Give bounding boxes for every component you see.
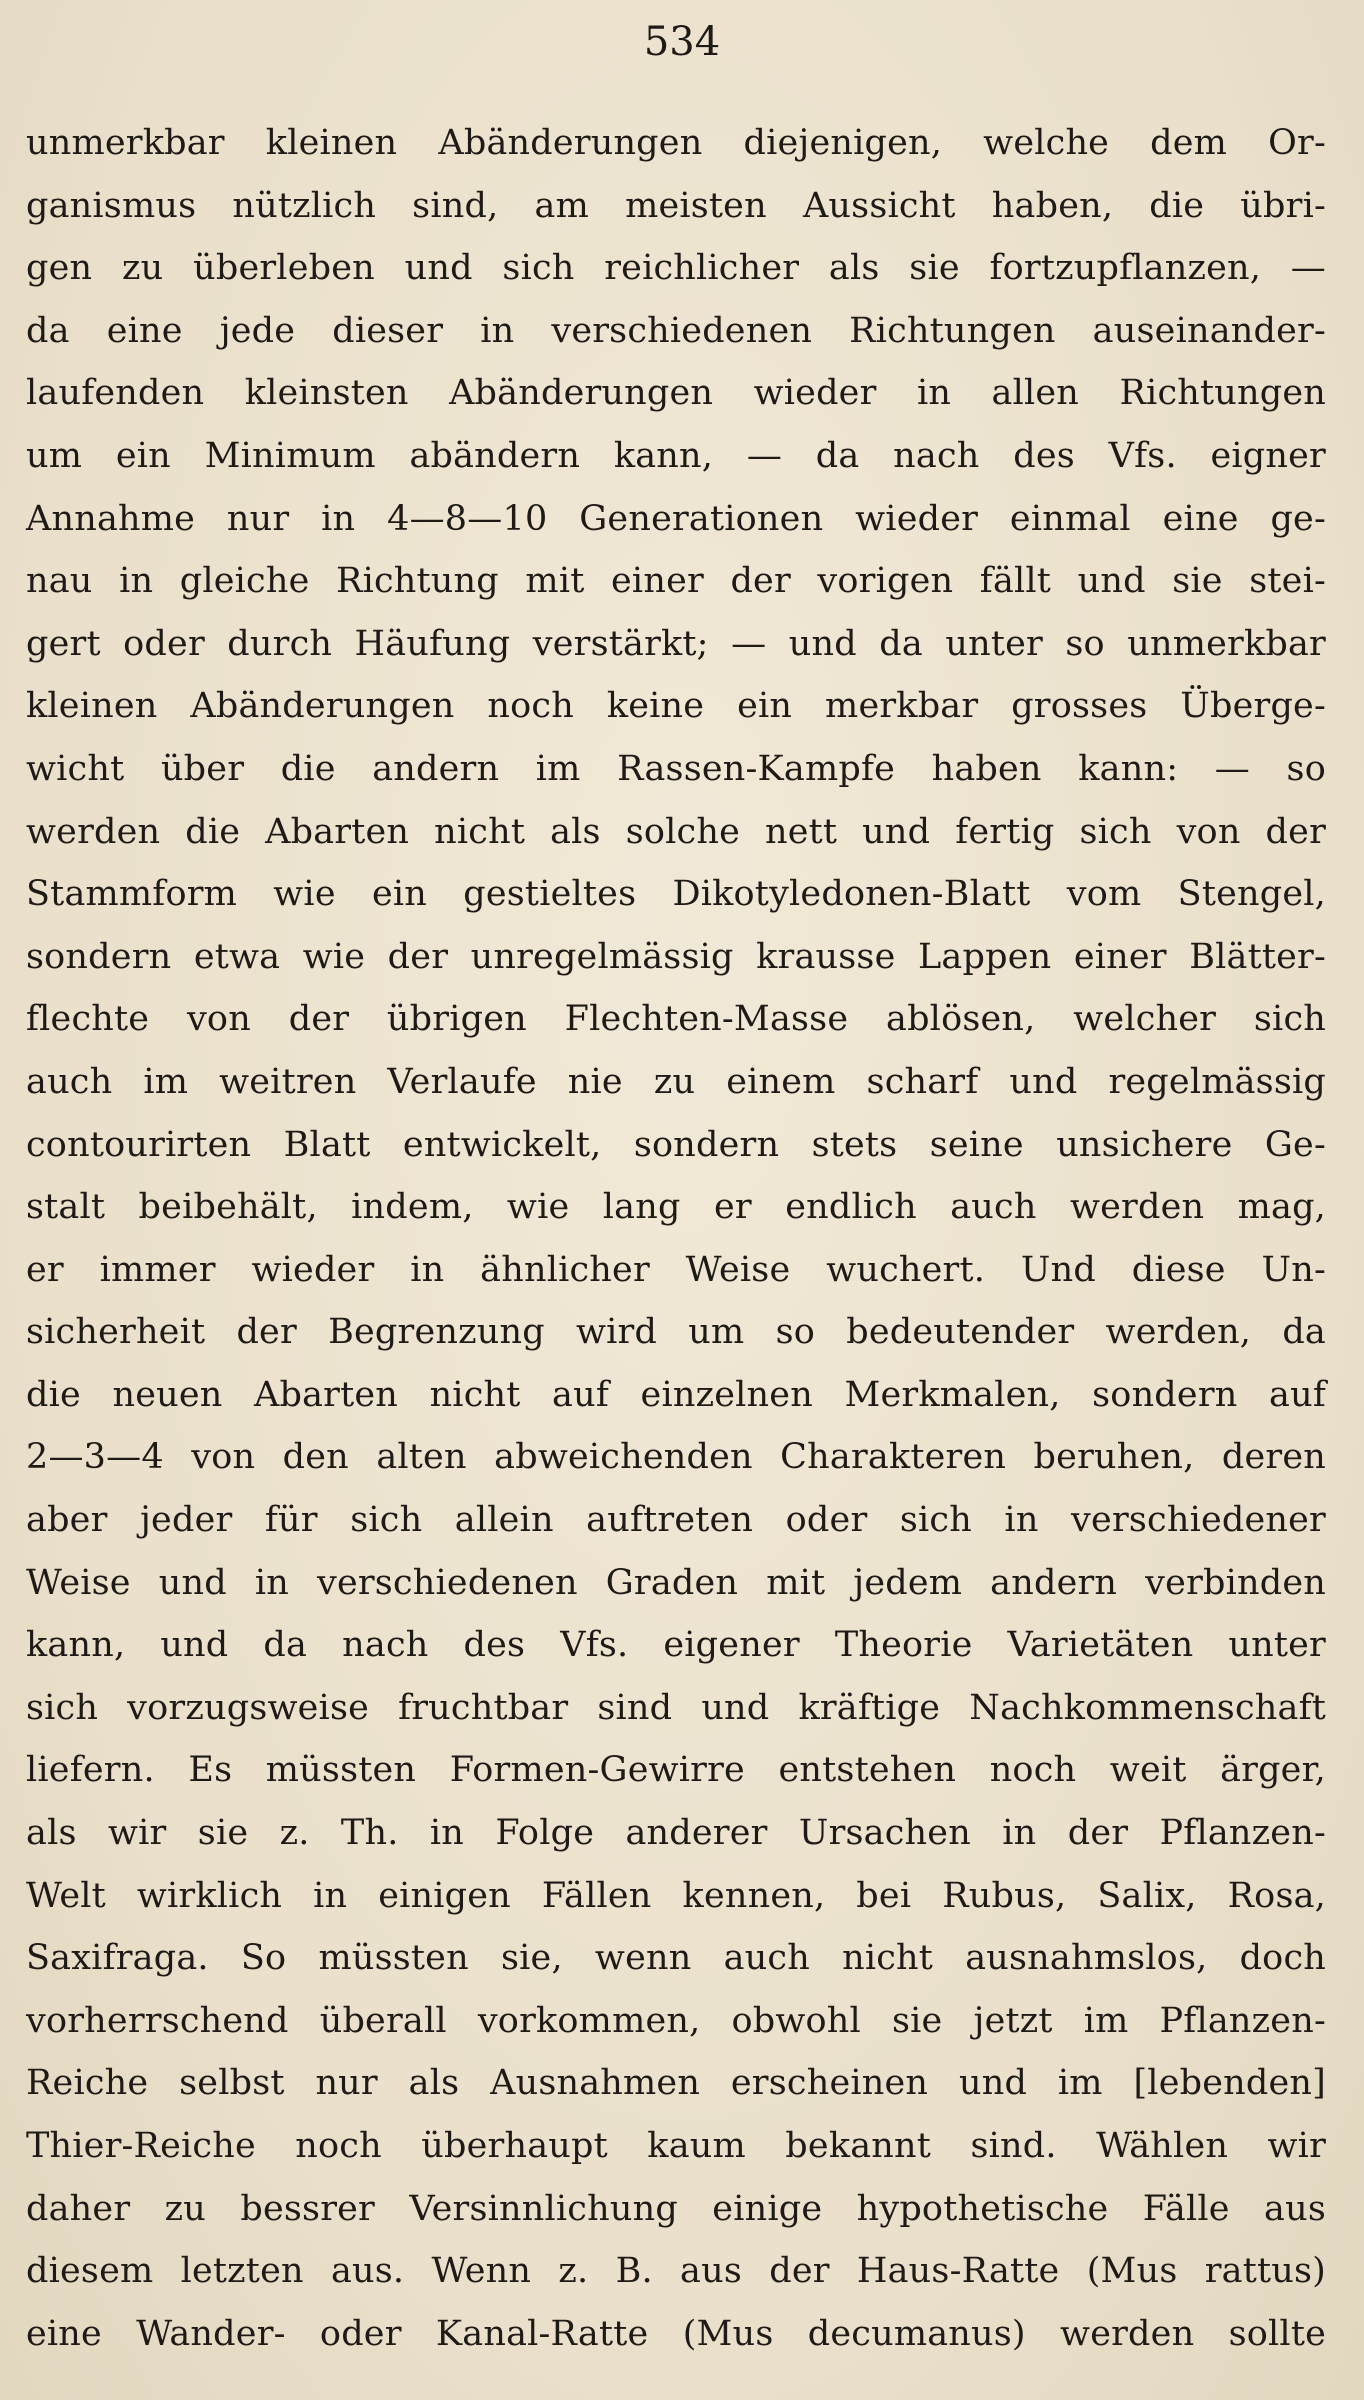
text-line-31: vorherrschend überall vorkommen, obwohl sie jetzt im Pflanzen-	[26, 2000, 1326, 2041]
text-line-18: stalt beibehält, indem, wie lang er endlich auch werden mag,	[26, 1187, 1326, 1228]
text-line-8: nau in gleiche Richtung mit einer der vorigen fällt und sie stei-	[26, 561, 1326, 602]
text-line-15: flechte von der übrigen Flechten-Masse ablösen, welcher sich	[26, 999, 1326, 1040]
text-line-5: laufenden kleinsten Abänderungen wieder in allen Richtungen	[26, 373, 1326, 414]
body-text	[26, 112, 1326, 2365]
text-line-14: sondern etwa wie der unregelmässig krausse Lappen einer Blätter-	[26, 936, 1326, 977]
text-line-35: diesem letzten aus. Wenn z. B. aus der Haus-Ratte (Mus rattus)	[26, 2251, 1326, 2292]
text-line-23: aber jeder für sich allein auftreten oder sich in verschiedener	[26, 1500, 1326, 1541]
text-line-33: Thier-Reiche noch überhaupt kaum bekannt sind. Wählen wir	[26, 2126, 1326, 2166]
text-line-36: eine Wander- oder Kanal-Ratte (Mus decumanus) werden sollte	[26, 2313, 1326, 2354]
text-line-24: Weise und in verschiedenen Graden mit jedem andern verbinden	[26, 1562, 1326, 1603]
text-line-2: ganismus nützlich sind, am meisten Aussicht haben, die übri-	[26, 185, 1326, 226]
text-line-29: Welt wirklich in einigen Fällen kennen, bei Rubus, Salix, Rosa,	[26, 1875, 1326, 1916]
text-line-21: die neuen Abarten nicht auf einzelnen Merkmalen, sondern auf	[26, 1374, 1326, 1415]
text-line-17: contourirten Blatt entwickelt, sondern stets seine unsichere Ge-	[26, 1124, 1326, 1165]
text-line-4: da eine jede dieser in verschiedenen Richtungen auseinander-	[26, 310, 1326, 351]
text-line-16: auch im weitren Verlaufe nie zu einem scharf und regelmässig	[26, 1061, 1326, 1102]
text-line-30: Saxifraga. So müssten sie, wenn auch nicht ausnahmslos, doch	[26, 1938, 1326, 1979]
text-line-22: 2—3—4 von den alten abweichenden Charakteren beruhen, deren	[26, 1437, 1326, 1478]
text-line-25: kann, und da nach des Vfs. eigener Theorie Varietäten unter	[26, 1625, 1326, 1666]
text-line-19: er immer wieder in ähnlicher Weise wuchert. Und diese Un-	[26, 1249, 1326, 1290]
text-line-1: unmerkbar kleinen Abänderungen diejenigen, welche dem Or-	[26, 123, 1326, 163]
text-line-9: gert oder durch Häufung verstärkt; — und da unter so unmerkbar	[26, 623, 1326, 664]
text-line-27: liefern. Es müssten Formen-Gewirre entstehen noch weit ärger,	[26, 1750, 1326, 1791]
text-line-32: Reiche selbst nur als Ausnahmen erscheinen und im [lebenden]	[26, 2063, 1326, 2104]
page-number: 534	[643, 19, 721, 65]
text-line-10: kleinen Abänderungen noch keine ein merkbar grosses Überge-	[26, 686, 1326, 727]
text-line-13: Stammform wie ein gestieltes Dikotyledonen-Blatt vom Stengel,	[26, 874, 1326, 915]
text-line-7: Annahme nur in 4—8—10 Generationen wieder einmal eine ge-	[26, 498, 1326, 539]
text-line-11: wicht über die andern im Rassen-Kampfe haben kann: — so	[26, 748, 1326, 789]
text-line-3: gen zu überleben und sich reichlicher als sie fortzupflanzen, —	[26, 248, 1326, 289]
text-line-6: um ein Minimum abändern kann, — da nach des Vfs. eigner	[26, 435, 1326, 476]
text-line-12: werden die Abarten nicht als solche nett und fertig sich von der	[26, 811, 1326, 852]
text-line-20: sicherheit der Begrenzung wird um so bedeutender werden, da	[26, 1312, 1326, 1353]
text-line-34: daher zu bessrer Versinnlichung einige hypothetische Fälle aus	[26, 2188, 1326, 2229]
text-line-28: als wir sie z. Th. in Folge anderer Ursachen in der Pflanzen-	[26, 1813, 1326, 1854]
text-line-26: sich vorzugsweise fruchtbar sind und kräftige Nachkommenschaft	[26, 1687, 1326, 1728]
